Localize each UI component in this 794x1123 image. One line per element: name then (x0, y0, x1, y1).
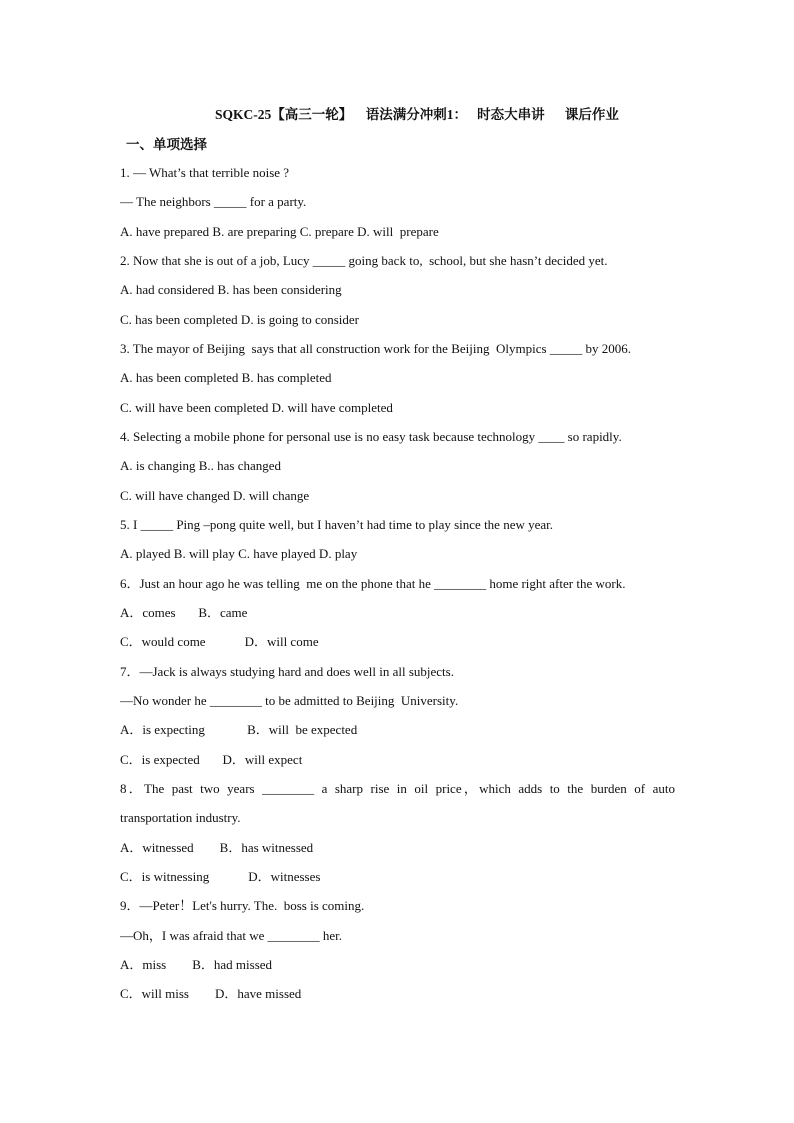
q8-stem: 8．The past two years ________ a sharp rise in oil price，which adds to the burden of auto (120, 781, 675, 796)
q4-options-cd: C. will have changed D. will change (120, 488, 310, 503)
q9-stem: 9．—Peter！Let's hurry. The. boss is coming. (120, 898, 365, 913)
section-heading: 一、单项选择 (126, 137, 207, 152)
q3-options-cd: C. will have been completed D. will have completed (120, 400, 393, 415)
q3-stem: 3. The mayor of Beijing says that all construction work for the Beijing Olympics _____ by 2006. (120, 341, 632, 356)
q9-options-cd: C．will miss D．have missed (120, 986, 302, 1001)
q6-options-ab: A．comes B．came (120, 605, 248, 620)
q2-options-ab: A. had considered B. has been considering (120, 282, 342, 297)
q5-stem: 5. I _____ Ping –pong quite well, but I haven’t had time to play since the new year. (120, 517, 554, 532)
q6-stem: 6．Just an hour ago he was telling me on the phone that he ________ home right after the work. (120, 576, 626, 591)
q7-options-ab: A．is expecting B．will be expected (120, 722, 358, 737)
q7-options-cd: C．is expected D．will expect (120, 752, 303, 767)
q1-stem: 1. — What’s that terrible noise ? (120, 165, 290, 180)
q2-stem: 2. Now that she is out of a job, Lucy _____ going back to, school, but she hasn’t decided yet. (120, 253, 608, 268)
q5-options: A. played B. will play C. have played D. play (120, 546, 358, 561)
q9-reply: —Oh，I was afraid that we ________ her. (120, 928, 343, 943)
q6-options-cd: C．would come D．will come (120, 634, 319, 649)
q4-stem: 4. Selecting a mobile phone for personal use is no easy task because technology ____ so rapidly. (120, 429, 622, 444)
q7-stem: 7．—Jack is always studying hard and does well in all subjects. (120, 664, 454, 679)
document-title: SQKC-25【高三一轮】 语法满分冲刺1： 时态大串讲 课后作业 (215, 107, 619, 122)
q7-reply: —No wonder he ________ to be admitted to Beijing University. (120, 693, 459, 708)
q1-options: A. have prepared B. are preparing C. prepare D. will prepare (120, 224, 439, 239)
q9-options-ab: A．miss B．had missed (120, 957, 273, 972)
q1-reply: — The neighbors _____ for a party. (120, 194, 307, 209)
q2-options-cd: C. has been completed D. is going to consider (120, 312, 360, 327)
q8-options-ab: A．witnessed B．has witnessed (120, 840, 314, 855)
q8-stem-continued: transportation industry. (120, 810, 241, 825)
q3-options-ab: A. has been completed B. has completed (120, 370, 332, 385)
q4-options-ab: A. is changing B.. has changed (120, 458, 282, 473)
q8-options-cd: C．is witnessing D．witnesses (120, 869, 321, 884)
